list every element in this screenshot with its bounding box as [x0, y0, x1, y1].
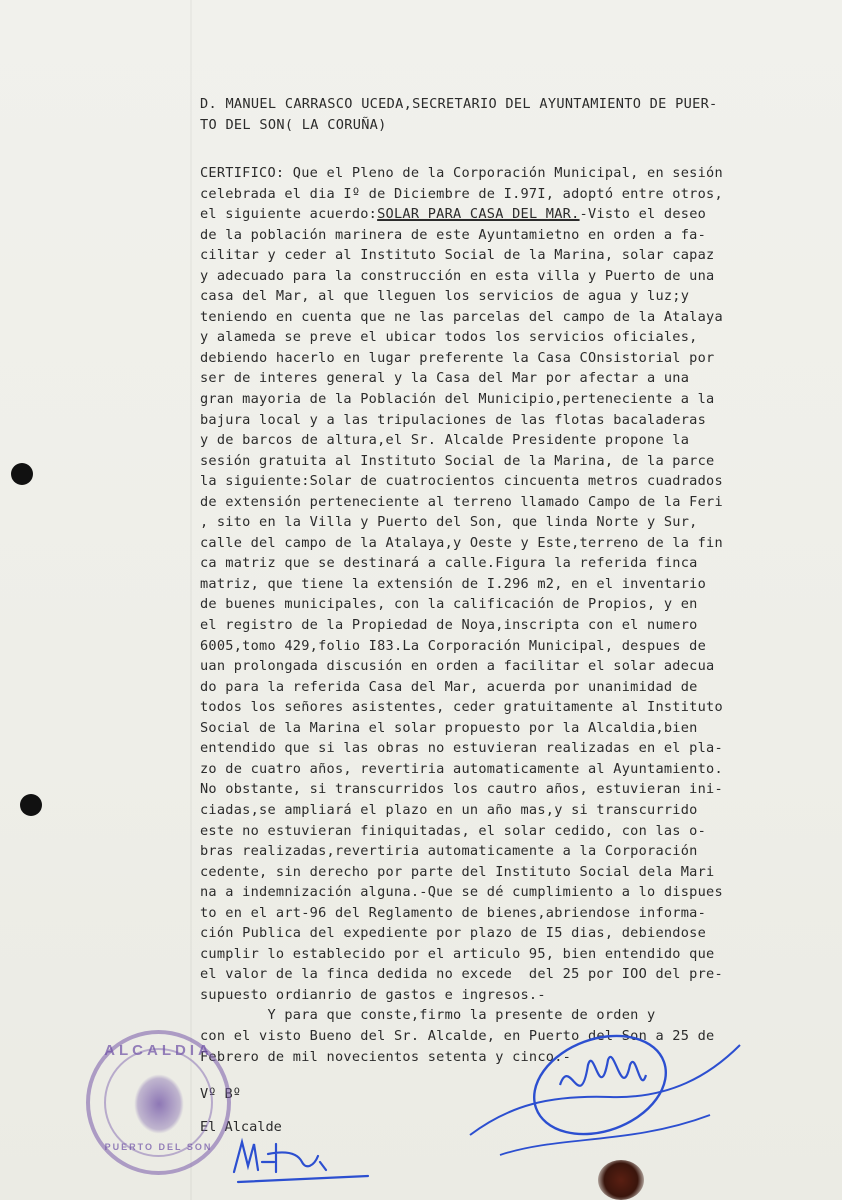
body-line: de la población marinera de este Ayuntamietno en orden a fa-	[200, 226, 707, 243]
body-line	[200, 204, 836, 225]
body-line: Febrero de mil novecientos setenta y cinco.-	[200, 1048, 572, 1065]
body-line: cumplir lo establecido por el articulo 95, bien entendido que	[200, 945, 715, 962]
body-line: cedente, sin derecho por parte del Instituto Social dela Mari	[200, 863, 715, 880]
body-line: ciadas,se ampliará el plazo en un año mas,y si transcurrido	[200, 801, 698, 818]
body-line: Social de la Marina el solar propuesto por la Alcaldia,bien	[200, 719, 698, 736]
body-line: el registro de la Propiedad de Noya,inscripta con el numero	[200, 617, 698, 634]
coat-of-arms-icon	[134, 1074, 184, 1134]
body-line: , sito en la Villa y Puerto del Son, que linda Norte y Sur,	[200, 514, 698, 531]
body-line: el valor de la finca dedida no excede del 25 por IOO del pre-	[200, 966, 723, 983]
body-line: celebrada el dia Iº de Diciembre de I.97I, adoptó entre otros,	[200, 185, 723, 202]
body-line: do para la referida Casa del Mar, acuerda por unanimidad de	[200, 678, 698, 695]
body-line: ca matriz que se destinará a calle.Figura la referida finca	[200, 555, 698, 572]
body-line: Y para que conste,firmo la presente de orden y	[200, 1007, 656, 1024]
secretary-signature	[470, 1005, 770, 1175]
body-line: uan prolongada discusión en orden a facilitar el solar adecua	[200, 658, 715, 675]
certificate-body	[200, 163, 836, 1067]
ink-blot	[598, 1160, 644, 1200]
body-line: 6005,tomo 429,folio I83.La Corporación Municipal, despues de	[200, 637, 707, 654]
body-line: debiendo hacerlo en lugar preferente la Casa COnsistorial por	[200, 349, 715, 366]
body-line: CERTIFICO: Que el Pleno de la Corporación Municipal, en sesión	[200, 165, 723, 181]
body-line: teniendo en cuenta que ne las parcelas del campo de la Atalaya	[200, 308, 723, 325]
body-line: sesión gratuita al Instituto Social de la Marina, de la parce	[200, 452, 715, 469]
agreement-title: SOLAR PARA CASA DEL MAR.	[377, 206, 580, 223]
seal-bottom-text: PUERTO DEL SON	[104, 1142, 213, 1152]
body-line: na a indemnización alguna.-Que se dé cumplimiento a lo dispues	[200, 884, 723, 901]
page-fold	[190, 0, 192, 1200]
body-line: ción Publica del expediente por plazo de I5 dias, debiendose	[200, 925, 707, 942]
mayor-label: El Alcalde	[200, 1119, 282, 1135]
body-line: supuesto ordianrio de gastos e ingresos.-	[200, 986, 546, 1003]
body-line: y alameda se preve el ubicar todos los servicios oficiales,	[200, 329, 698, 346]
body-line: con el visto Bueno del Sr. Alcalde, en Puerto del Son a 25 de	[200, 1027, 715, 1044]
body-line-end: -Visto el deseo	[579, 206, 707, 223]
body-line: y de barcos de altura,el Sr. Alcalde Presidente propone la	[200, 432, 690, 449]
body-line: No obstante, si transcurridos los cautro años, estuvieran ini-	[200, 781, 723, 798]
body-line-start: el siguiente acuerdo:	[200, 206, 378, 223]
body-line: todos los señores asistentes, ceder gratuitamente al Instituto	[200, 699, 723, 716]
body-line: cilitar y ceder al Instituto Social de la Marina, solar capaz	[200, 247, 715, 264]
certificate-header	[200, 94, 830, 136]
body-line: este no estuvieran finiquitadas, el solar cedido, con las o-	[200, 822, 707, 839]
seal-text: ALCALDIA	[104, 1042, 213, 1059]
body-line: bajura local y a las tripulaciones de las flotas bacaladeras	[200, 411, 707, 428]
body-line: entendido que si las obras no estuvieran realizadas en el pla-	[200, 740, 723, 757]
body-line: zo de cuatro años, revertiria automaticamente al Ayuntamiento.	[200, 760, 723, 777]
punch-hole-bottom	[20, 794, 42, 816]
body-line: la siguiente:Solar de cuatrocientos cincuenta metros cuadrados	[200, 473, 723, 490]
mayor-signature	[228, 1132, 378, 1192]
body-line: bras realizadas,revertiria automaticamente a la Corporación	[200, 843, 698, 860]
vobo-label: Vº Bº	[200, 1086, 241, 1102]
body-line: gran mayoria de la Población del Municipio,perteneciente a la	[200, 391, 715, 408]
body-line: to en el art-96 del Reglamento de bienes,abriendose informa-	[200, 904, 707, 921]
header-line: D. MANUEL CARRASCO UCEDA,SECRETARIO DEL AYUNTAMIENTO DE PUER-	[200, 96, 718, 112]
body-line: casa del Mar, al que lleguen los servicios de agua y luz;y	[200, 288, 690, 305]
body-line: ser de interes general y la Casa del Mar por afectar a una	[200, 370, 690, 387]
body-line: de extensión perteneciente al terreno llamado Campo de la Feri	[200, 493, 723, 510]
header-line: TO DEL SON( LA CORUÑA)	[200, 117, 387, 133]
body-line: de buenes municipales, con la calificación de Propios, y en	[200, 596, 698, 613]
alcaldia-seal	[86, 1030, 231, 1175]
body-line: y adecuado para la construcción en esta villa y Puerto de una	[200, 267, 715, 284]
body-line: matriz, que tiene la extensión de I.296 m2, en el inventario	[200, 575, 707, 592]
punch-hole-top	[11, 463, 33, 485]
body-line: calle del campo de la Atalaya,y Oeste y Este,terreno de la fin	[200, 534, 723, 551]
